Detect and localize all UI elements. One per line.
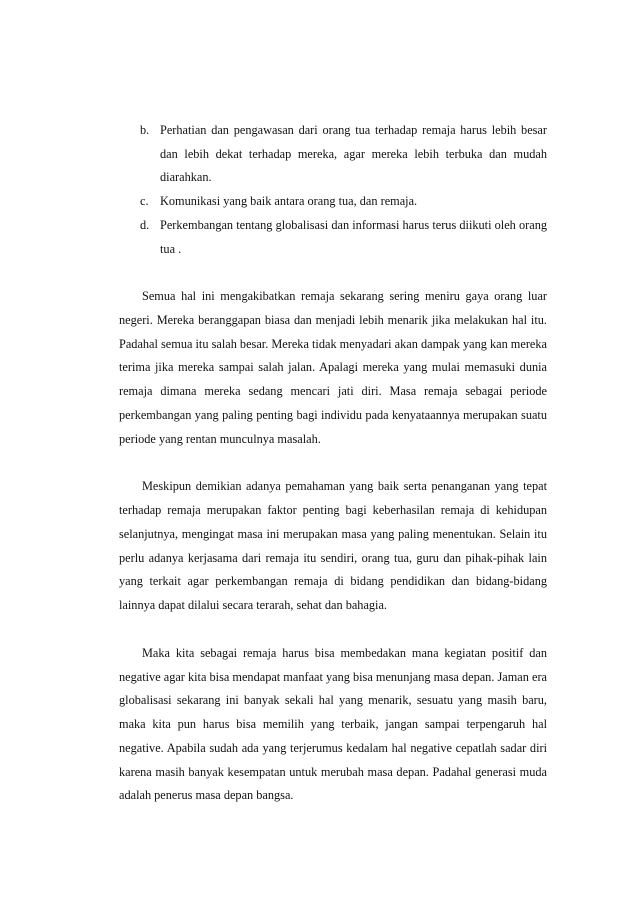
list-item-text: Perkembangan tentang globalisasi dan informasi harus terus diikuti oleh orang tua . (160, 217, 547, 256)
list-marker: d. (140, 217, 150, 232)
list-item-b (119, 119, 547, 190)
list-item-d (119, 214, 547, 261)
lettered-list (119, 119, 547, 261)
list-item-c (119, 190, 547, 214)
list-item-text: Perhatian dan pengawasan dari orang tua terhadap remaja harus lebih besar dan lebih dekat terhadap mereka, agar mereka lebih terbuka dan mudah diarahkan. (160, 123, 547, 185)
document-body (119, 119, 547, 808)
paragraph-3: Maka kita sebagai remaja harus bisa membedakan mana kegiatan positif dan negative agar kita bisa mendapat manfaat yang bisa menunjang masa depan. Jaman era globalisasi sekarang ini banyak sekali hal yang menarik, sesuatu yang masih baru, maka kita pun harus bisa memilih yang terbaik, jangan sampai terpengaruh hal negative. Apabila sudah ada yang terjerumus kedalam hal negative cepatlah sadar diri karena masih banyak kesempatan untuk merubah masa depan. Padahal generasi muda adalah penerus masa depan bangsa. (119, 645, 547, 803)
paragraph-2: Meskipun demikian adanya pemahaman yang baik serta penanganan yang tepat terhadap remaja merupakan faktor penting bagi keberhasilan remaja di kehidupan selanjutnya, mengingat masa ini merupakan masa yang paling menentukan. Selain itu perlu adanya kerjasama dari remaja itu sendiri, orang tua, guru dan pihak-pihak lain yang terkait agar perkembangan remaja di bidang pendidikan dan bidang-bidang lainnya dapat dilalui secara terarah, sehat dan bahagia. (119, 479, 547, 613)
list-marker: c. (140, 194, 149, 209)
list-item-text: Komunikasi yang baik antara orang tua, dan remaja. (160, 194, 418, 209)
list-marker: b. (140, 123, 150, 137)
paragraph-1: Semua hal ini mengakibatkan remaja sekarang sering meniru gaya orang luar negeri. Mereka beranggapan biasa dan menjadi lebih menarik jika melakukan hal itu. Padahal semua itu salah besar. Mereka tidak menyadari akan dampak yang kan mereka terima jika mereka sampai salah jalan. Apalagi mereka yang mulai memasuki dunia remaja dimana mereka sedang mencari jati diri. Masa remaja sebagai periode perkembangan yang paling penting bagi individu pada kenyataannya merupakan suatu periode yang rentan munculnya masalah. (119, 289, 547, 446)
